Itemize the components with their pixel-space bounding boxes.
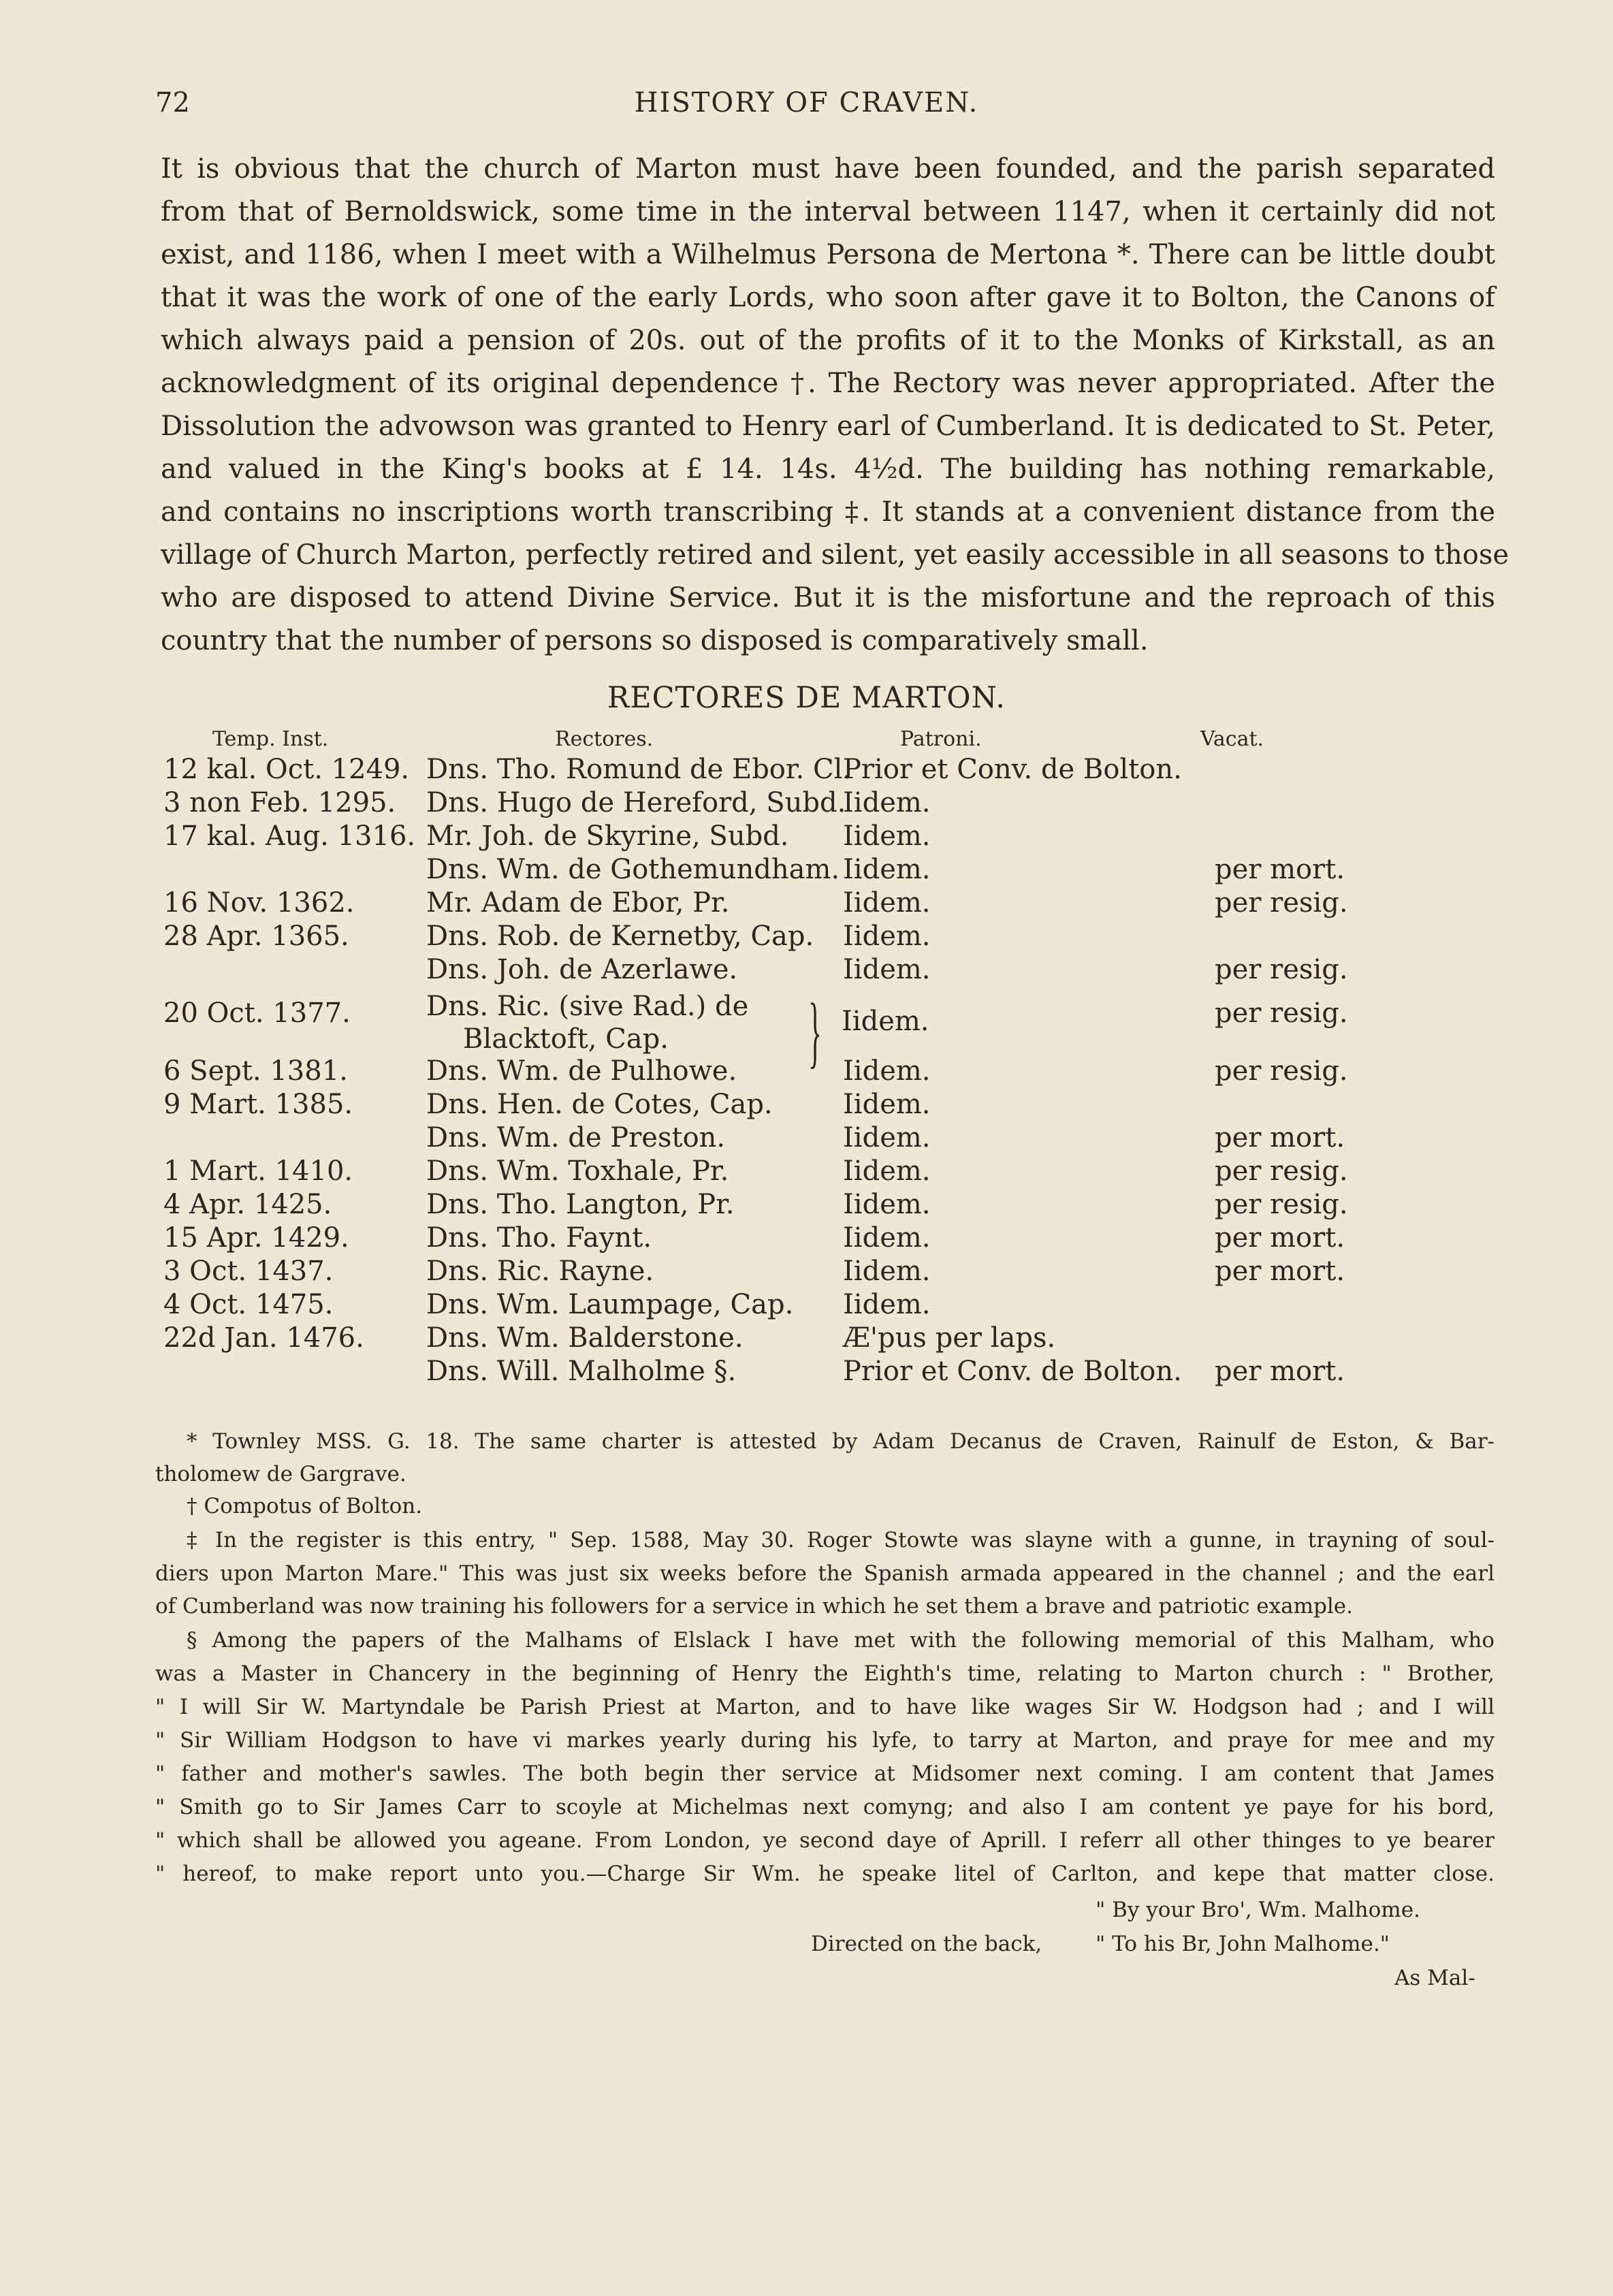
body-line: Dissolution the advowson was granted to Henry earl of Cumberland. It is dedicated to St. Peter,	[161, 411, 1495, 442]
footnote-line: of Cumberland was now training his followers for a service in which he set them a brave and patriotic example.	[155, 1594, 1353, 1619]
cell-date: 22d Jan. 1476.	[163, 1322, 364, 1354]
cell-rector: Dns. Tho. Langton, Pr.	[426, 1189, 735, 1220]
cell-vacat: per mort.	[1215, 1356, 1345, 1387]
cell-patron: Iidem.	[843, 887, 931, 919]
footnote-line: " which shall be allowed you ageane. From London, ye second daye of Aprill. I referr all other thinges to ye bearer	[155, 1828, 1495, 1853]
body-line: which always paid a pension of 20s. out of the profits of it to the Monks of Kirkstall, as an	[161, 325, 1495, 356]
cell-patron: Iidem.	[843, 1222, 931, 1254]
cell-patron: Prior et Conv. de Bolton.	[843, 1356, 1182, 1387]
body-line: It is obvious that the church of Marton must have been founded, and the parish separated	[161, 153, 1495, 185]
footnote-line: " father and mother's sawles. The both begin ther service at Midsomer next coming. I am content that James	[155, 1761, 1495, 1786]
column-header: Temp. Inst.	[212, 727, 329, 751]
cell-rector: Blacktoft, Cap.	[463, 1023, 669, 1055]
cell-date: 1 Mart. 1410.	[163, 1155, 353, 1187]
cell-rector: Dns. Wm. de Pulhowe.	[426, 1055, 737, 1087]
body-line: that it was the work of one of the early Lords, who soon after gave it to Bolton, the Canons of	[161, 282, 1495, 313]
cell-patron: Iidem.	[843, 1055, 931, 1087]
cell-patron: Iidem.	[842, 1006, 929, 1037]
cell-vacat: per resig.	[1215, 1155, 1348, 1187]
cell-patron: Iidem.	[843, 954, 931, 985]
directed-label: Directed on the back,	[811, 1932, 1042, 1956]
cell-date: 9 Mart. 1385.	[163, 1089, 353, 1120]
cell-patron: Iidem.	[843, 1122, 931, 1153]
cell-vacat: per resig.	[1215, 954, 1348, 985]
body-line: village of Church Marton, perfectly retired and silent, yet easily accessible in all seasons to those	[161, 539, 1510, 571]
cell-patron: Iidem.	[843, 1189, 931, 1220]
cell-rector: Dns. Wm. de Gothemundham.	[426, 854, 840, 885]
cell-date: 4 Apr. 1425.	[163, 1189, 332, 1220]
footnote-line: " Smith go to Sir James Carr to scoyle at Michelmas next comyng; and also I am content ye paye for his bord,	[155, 1795, 1495, 1819]
table-title: RECTORES DE MARTON.	[607, 681, 1006, 715]
cell-rector: Dns. Hugo de Hereford, Subd.	[426, 787, 846, 818]
page-number: 72	[155, 87, 190, 118]
cell-patron: Iidem.	[843, 787, 931, 818]
body-line: and valued in the King's books at £ 14. 14s. 4½d. The building has nothing remarkable,	[161, 453, 1495, 485]
cell-date: 17 kal. Aug. 1316.	[163, 820, 416, 852]
footnote-line: tholomew de Gargrave.	[155, 1462, 406, 1486]
cell-vacat: per mort.	[1215, 1122, 1345, 1153]
cell-patron: Æ'pus per laps.	[843, 1322, 1056, 1354]
cell-patron: Iidem.	[843, 1289, 931, 1320]
column-header: Rectores.	[555, 727, 654, 751]
cell-rector: Dns. Tho. Faynt.	[426, 1222, 652, 1254]
body-line: from that of Bernoldswick, some time in the interval between 1147, when it certainly did not	[161, 196, 1495, 227]
cell-date: 4 Oct. 1475.	[163, 1289, 334, 1320]
cell-rector: Dns. Hen. de Cotes, Cap.	[426, 1089, 773, 1120]
body-line: who are disposed to attend Divine Service. But it is the misfortune and the reproach of this	[161, 582, 1495, 613]
catchword: As Mal-	[1394, 1966, 1475, 1990]
cell-vacat: per resig.	[1215, 998, 1348, 1029]
cell-rector: Dns. Wm. Toxhale, Pr.	[426, 1155, 729, 1187]
cell-patron: Iidem.	[843, 820, 931, 852]
cell-patron: Iidem.	[843, 1089, 931, 1120]
cell-date: 15 Apr. 1429.	[163, 1222, 349, 1254]
cell-rector: Mr. Joh. de Skyrine, Subd.	[426, 820, 789, 852]
cell-vacat: per resig.	[1215, 1189, 1348, 1220]
cell-date: 6 Sept. 1381.	[163, 1055, 348, 1087]
cell-date: 3 non Feb. 1295.	[163, 787, 396, 818]
footnote-line: diers upon Marton Mare." This was just six weeks before the Spanish armada appeared in the channel ; and the earl	[155, 1561, 1495, 1586]
column-header: Patroni.	[900, 727, 982, 751]
cell-date: 3 Oct. 1437.	[163, 1256, 334, 1287]
cell-rector: Dns. Wm. Balderstone.	[426, 1322, 744, 1354]
footnote-line: was a Master in Chancery in the beginning of Henry the Eighth's time, relating to Marton church : " Brother,	[155, 1661, 1495, 1686]
body-line: and contains no inscriptions worth transcribing ‡. It stands at a convenient distance from the	[161, 496, 1495, 528]
signature-line: " To his Br, John Malhome."	[1096, 1932, 1390, 1956]
column-header: Vacat.	[1200, 727, 1264, 751]
cell-vacat: per resig.	[1215, 1055, 1348, 1087]
cell-rector: Dns. Rob. de Kernetby, Cap.	[426, 921, 814, 952]
footnote-line: ‡ In the register is this entry, " Sep. 1588, May 30. Roger Stowte was slayne with a gunne, in trayning of soul-	[187, 1528, 1495, 1552]
cell-patron: Iidem.	[843, 854, 931, 885]
cell-vacat: per mort.	[1215, 1256, 1345, 1287]
footnote-line: † Compotus of Bolton.	[187, 1494, 423, 1518]
body-line: country that the number of persons so disposed is comparatively small.	[161, 625, 1149, 656]
cell-rector: Dns. Ric. Rayne.	[426, 1256, 654, 1287]
cell-vacat: per mort.	[1215, 854, 1345, 885]
cell-date: 16 Nov. 1362.	[163, 887, 355, 919]
footnote-line: " hereof, to make report unto you.—Charge Sir Wm. he speake litel of Carlton, and kepe that matter close.	[155, 1862, 1495, 1886]
cell-patron: Iidem.	[843, 921, 931, 952]
footnote-line: * Townley MSS. G. 18. The same charter is attested by Adam Decanus de Craven, Rainulf de Eston, & Bar-	[187, 1429, 1495, 1454]
cell-patron: Iidem.	[843, 1256, 931, 1287]
cell-date: 20 Oct. 1377.	[163, 998, 351, 1029]
cell-vacat: per mort.	[1215, 1222, 1345, 1254]
cell-rector: Dns. Wm. Laumpage, Cap.	[426, 1289, 794, 1320]
cell-patron: Prior et Conv. de Bolton.	[843, 754, 1182, 785]
cell-patron: Iidem.	[843, 1155, 931, 1187]
body-line: acknowledgment of its original dependence †. The Rectory was never appropriated. After the	[161, 368, 1495, 399]
footnote-line: " I will Sir W. Martyndale be Parish Priest at Marton, and to have like wages Sir W. Hodgson had ; and I will	[155, 1695, 1495, 1719]
cell-date: 28 Apr. 1365.	[163, 921, 349, 952]
cell-vacat: per resig.	[1215, 887, 1348, 919]
brace-glyph: }	[808, 987, 822, 1076]
cell-rector: Dns. Wm. de Preston.	[426, 1122, 726, 1153]
cell-date: 12 kal. Oct. 1249.	[163, 754, 410, 785]
footnote-line: " Sir William Hodgson to have vi markes yearly during his lyfe, to tarry at Marton, and praye for mee and my	[155, 1728, 1495, 1753]
footnote-line: § Among the papers of the Malhams of Elslack I have met with the following memorial of this Malham, who	[187, 1628, 1495, 1653]
cell-rector: Dns. Joh. de Azerlawe.	[426, 954, 738, 985]
cell-rector: Dns. Tho. Romund de Ebor. Cl.	[426, 754, 852, 785]
cell-rector: Dns. Will. Malholme §.	[426, 1356, 737, 1387]
body-line: exist, and 1186, when I meet with a Wilhelmus Persona de Mertona *. There can be little doubt	[161, 239, 1495, 270]
cell-rector: Dns. Ric. (sive Rad.) de	[426, 991, 749, 1022]
signature-line: " By your Bro', Wm. Malhome.	[1096, 1898, 1420, 1922]
running-title: HISTORY OF CRAVEN.	[634, 87, 979, 118]
cell-rector: Mr. Adam de Ebor, Pr.	[426, 887, 730, 919]
